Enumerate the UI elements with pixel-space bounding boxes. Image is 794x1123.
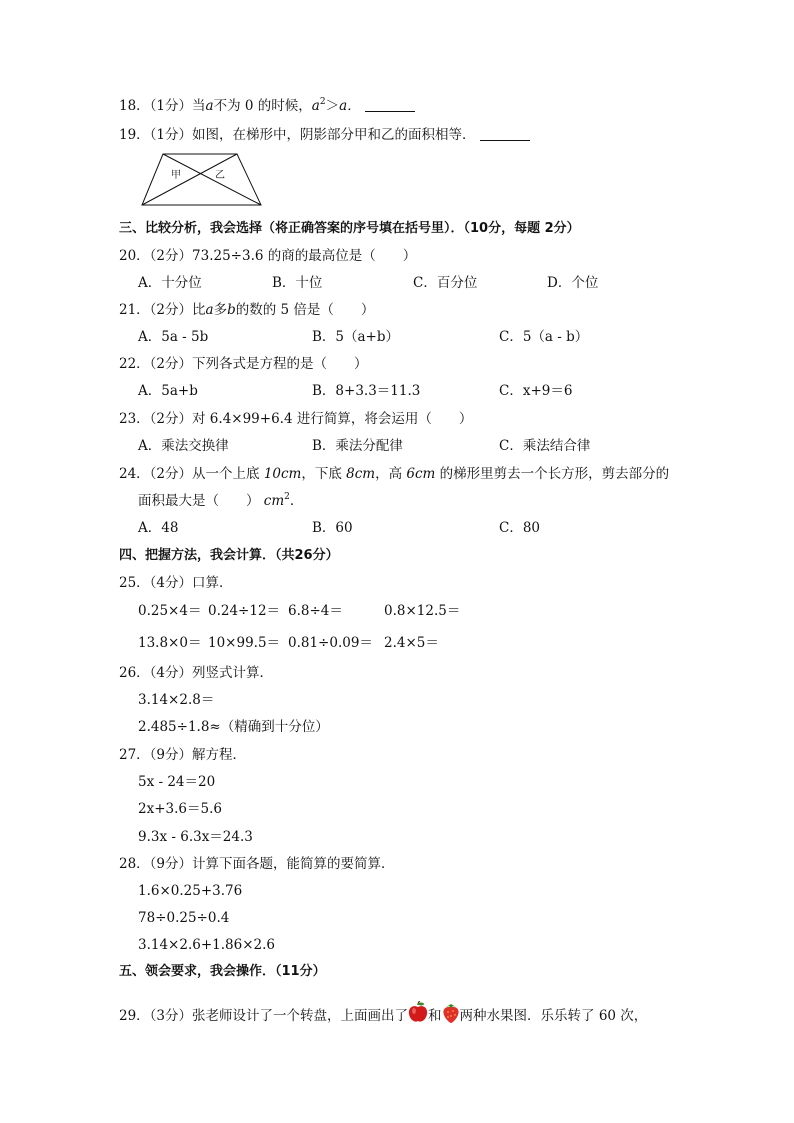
label-jia: 甲 bbox=[171, 170, 181, 181]
label-yi: 乙 bbox=[215, 170, 225, 181]
trapezoid-figure bbox=[140, 152, 264, 208]
apple-icon bbox=[408, 1001, 428, 1028]
answer-blank[interactable] bbox=[365, 97, 415, 112]
section-5-title: 五、领会要求，我会操作．（11分） bbox=[119, 964, 326, 979]
mental-calc-item: 6.8÷4＝ bbox=[288, 603, 343, 619]
section-4-title: 四、把握方法，我会计算．（共26分） bbox=[119, 548, 339, 563]
mental-calc-item: 0.8×12.5＝ bbox=[384, 603, 461, 619]
question-28: 28．（9分）计算下面各题，能简算的要简算． bbox=[119, 856, 395, 872]
q21-option-b[interactable]: B．5（a+b） bbox=[312, 329, 400, 345]
question-22: 22．（2分）下列各式是方程的是（ ） bbox=[119, 356, 368, 372]
calc-item: 78÷0.25÷0.4 bbox=[138, 910, 230, 926]
question-25: 25．（4分）口算． bbox=[119, 575, 233, 591]
q23-option-c[interactable]: C．乘法结合律 bbox=[499, 438, 591, 454]
answer-blank[interactable] bbox=[480, 126, 530, 141]
calc-item: 1.6×0.25+3.76 bbox=[138, 883, 243, 899]
q24-option-a[interactable]: A．48 bbox=[138, 520, 179, 536]
question-26: 26．（4分）列竖式计算． bbox=[119, 665, 274, 681]
q23-option-b[interactable]: B．乘法分配律 bbox=[312, 438, 403, 454]
strawberry-icon bbox=[442, 1001, 460, 1028]
q21-option-a[interactable]: A．5a - 5b bbox=[138, 329, 209, 345]
vertical-calc-item: 2.485÷1.8≈（精确到十分位） bbox=[138, 719, 329, 735]
equation-item: 9.3x - 6.3x＝24.3 bbox=[138, 829, 253, 845]
question-23: 23．（2分）对 6.4×99+6.4 进行简算，将会运用（ ） bbox=[119, 411, 473, 427]
mental-calc-item: 10×99.5＝ bbox=[208, 635, 281, 651]
mental-calc-item: 0.81÷0.09＝ bbox=[288, 635, 373, 651]
q20-option-a[interactable]: A．十分位 bbox=[138, 275, 202, 291]
section-3-title: 三、比较分析，我会选择（将正确答案的序号填在括号里）．（10分，每题 2分） bbox=[119, 221, 580, 236]
q21-option-c[interactable]: C．5（a - b） bbox=[499, 329, 589, 345]
equation-item: 2x+3.6＝5.6 bbox=[138, 801, 222, 817]
mental-calc-item: 2.4×5＝ bbox=[384, 635, 439, 651]
q24-option-b[interactable]: B．60 bbox=[312, 520, 353, 536]
calc-item: 3.14×2.6+1.86×2.6 bbox=[138, 937, 275, 953]
q23-option-a[interactable]: A．乘法交换律 bbox=[138, 438, 229, 454]
q24-option-c[interactable]: C．80 bbox=[499, 520, 541, 536]
question-27: 27．（9分）解方程． bbox=[119, 747, 247, 763]
q22-option-a[interactable]: A．5a+b bbox=[138, 383, 198, 399]
mental-calc-item: 0.25×4＝ bbox=[138, 603, 202, 619]
vertical-calc-item: 3.14×2.8＝ bbox=[138, 692, 215, 708]
question-24: 24．（2分）从一个上底 10cm，下底 8cm，高 6cm 的梯形里剪去一个长方形，剪去部分的 bbox=[119, 466, 670, 482]
q22-option-b[interactable]: B．8+3.3＝11.3 bbox=[312, 383, 421, 399]
question-18: 18．（1分）当a不为 0 的时候，$a^2>a$． bbox=[119, 97, 415, 115]
equation-item: 5x - 24＝20 bbox=[138, 774, 216, 790]
question-21: 21．（2分）比a多b的数的 5 倍是（ ） bbox=[119, 302, 375, 318]
question-29: 29．（3分）张老师设计了一个转盘，上面画出了 和 两种水果图．乐乐转了 60 次， bbox=[119, 1001, 647, 1028]
mental-calc-item: 13.8×0＝ bbox=[138, 635, 202, 651]
q20-option-d[interactable]: D．个位 bbox=[547, 275, 599, 291]
q20-option-c[interactable]: C．百分位 bbox=[413, 275, 478, 291]
question-24-line2: 面积最大是（ ） $cm^2$． bbox=[138, 492, 304, 509]
question-20: 20．（2分）73.25÷3.6 的商的最高位是（ ） bbox=[119, 248, 417, 264]
mental-calc-item: 0.24÷12＝ bbox=[208, 603, 281, 619]
question-19: 19．（1分）如图，在梯形中，阴影部分甲和乙的面积相等． bbox=[119, 126, 530, 144]
q20-option-b[interactable]: B．十位 bbox=[272, 275, 323, 291]
q22-option-c[interactable]: C．x+9＝6 bbox=[499, 383, 573, 399]
